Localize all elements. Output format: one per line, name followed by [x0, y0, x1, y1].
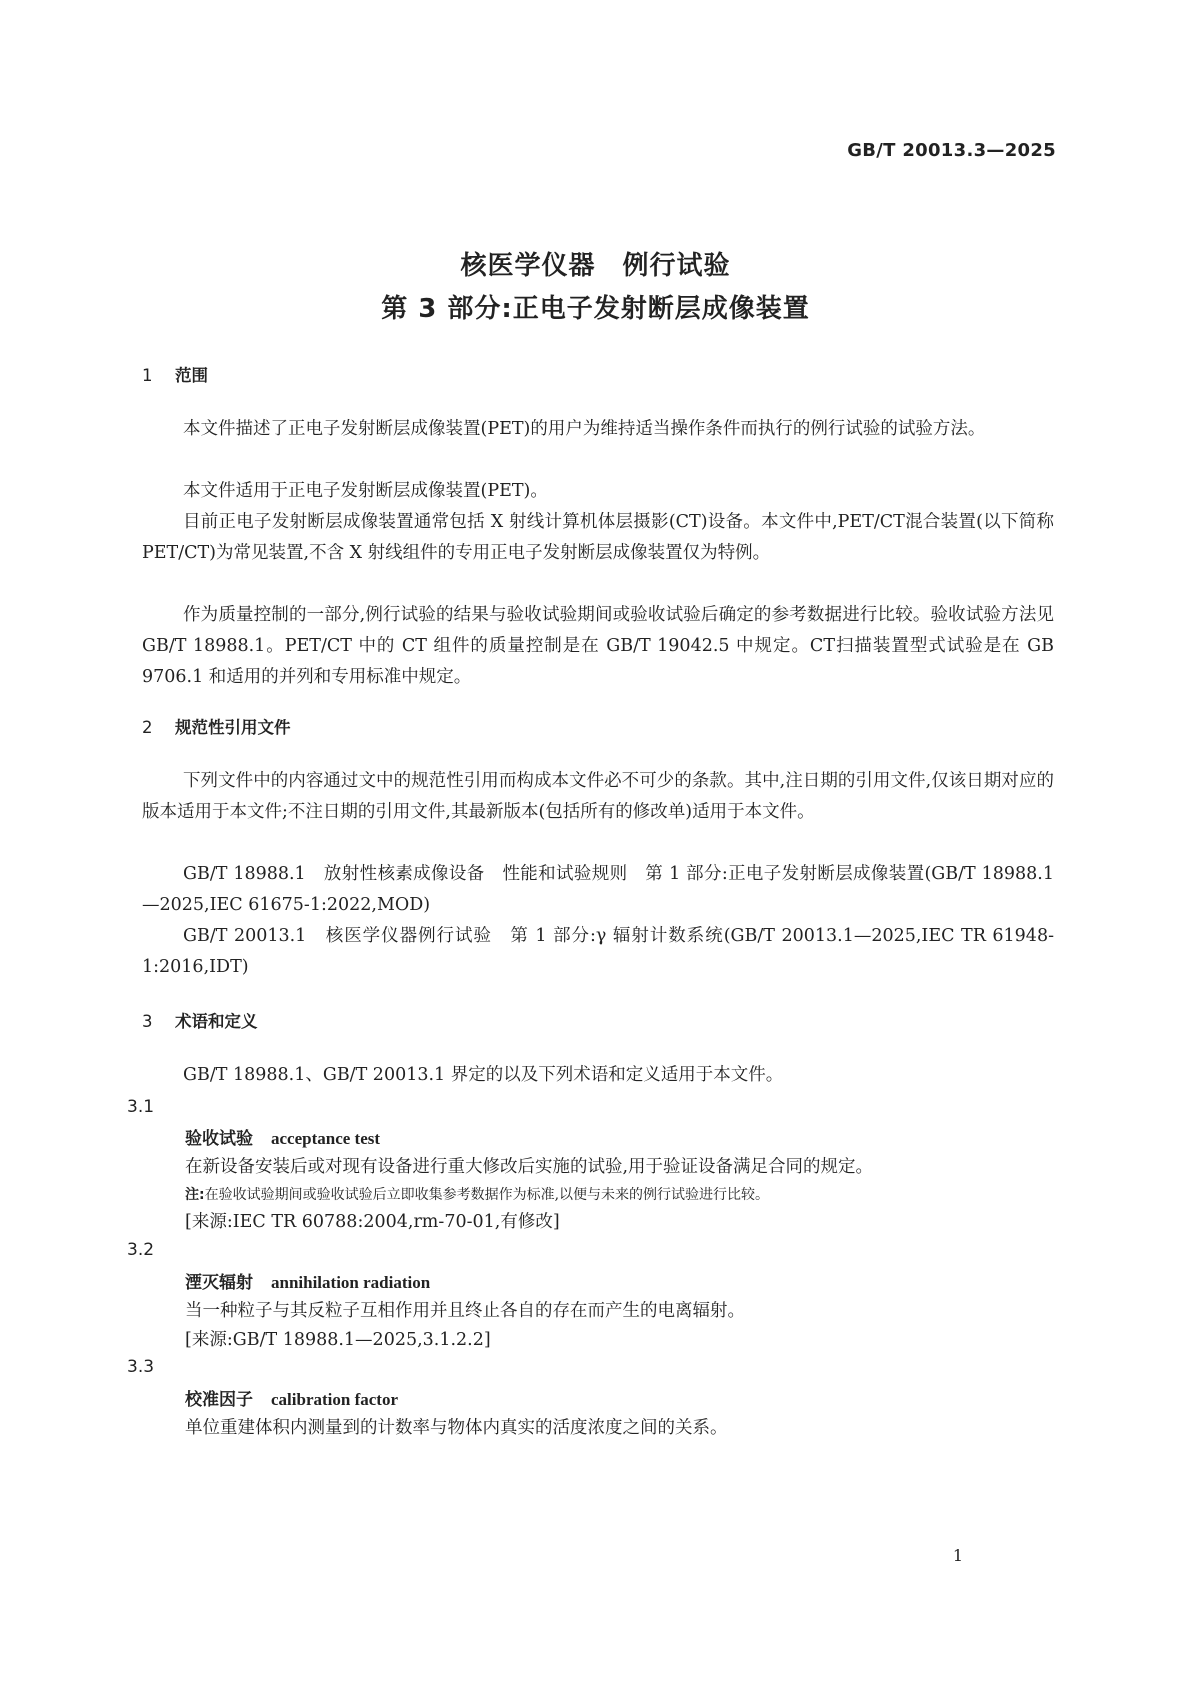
section-title: 规范性引用文件 — [175, 718, 291, 737]
term-entry — [185, 1124, 380, 1149]
term-definition: 在新设备安装后或对现有设备进行重大修改后实施的试验,用于验证设备满足合同的规定。 — [185, 1157, 874, 1177]
note-text: 在验收试验期间或验收试验后立即收集参考数据作为标准,以便与未来的例行试验进行比较。 — [204, 1187, 770, 1203]
normative-reference: GB/T 18988.1 放射性核素成像设备 性能和试验规则 第 1 部分:正电子发射断层成像装置(GB/T 18988.1—2025,IEC 61675-1:2022,MOD) — [142, 864, 1054, 915]
term-source: [来源:GB/T 18988.1—2025,3.1.2.2] — [185, 1330, 491, 1350]
section-number: 2 — [142, 718, 153, 737]
term-english: calibration factor — [271, 1390, 398, 1409]
section-number: 3 — [142, 1012, 153, 1031]
section-1-paragraph: 作为质量控制的一部分,例行试验的结果与验收试验期间或验收试验后确定的参考数据进行比较。验收试验方法见 GB/T 18988.1。PET/CT 中的 CT 组件的质量控制是在 GB/T 19042.5 中规定。CT扫描装置型式试验是在 GB 9706.1 和适用的并列和专用标准中规定。 — [142, 605, 1054, 687]
normative-reference: GB/T 20013.1 核医学仪器例行试验 第 1 部分:γ 辐射计数系统(GB/T 20013.1—2025,IEC TR 61948-1:2016,IDT) — [142, 926, 1054, 977]
term-english: annihilation radiation — [271, 1273, 431, 1292]
term-note — [185, 1184, 769, 1204]
section-3-intro: GB/T 18988.1、GB/T 20013.1 界定的以及下列术语和定义适用于本文件。 — [183, 1065, 784, 1085]
standard-number: GB/T 20013.3—2025 — [847, 140, 1056, 161]
section-title: 范围 — [175, 366, 208, 385]
section-1-heading — [142, 362, 208, 386]
section-1-paragraph: 本文件适用于正电子发射断层成像装置(PET)。 — [183, 481, 548, 501]
section-number: 1 — [142, 366, 153, 385]
section-1-paragraph: 目前正电子发射断层成像装置通常包括 X 射线计算机体层摄影(CT)设备。本文件中,PET/CT混合装置(以下简称 PET/CT)为常见装置,不含 X 射线组件的专用正电子发射断层成像装置仅为特例。 — [142, 512, 1054, 563]
title-line-1: 核医学仪器 例行试验 — [460, 251, 731, 281]
section-title: 术语和定义 — [175, 1012, 258, 1031]
term-chinese: 湮灭辐射 — [185, 1273, 253, 1293]
term-definition: 当一种粒子与其反粒子互相作用并且终止各自的存在而产生的电离辐射。 — [185, 1301, 745, 1321]
term-entry — [185, 1268, 430, 1293]
term-entry — [185, 1385, 398, 1410]
note-label: 注: — [185, 1187, 205, 1203]
term-chinese: 校准因子 — [185, 1390, 253, 1410]
clause-number: 3.2 — [127, 1240, 155, 1260]
term-source: [来源:IEC TR 60788:2004,rm-70-01,有修改] — [185, 1212, 560, 1232]
section-3-heading — [142, 1008, 258, 1032]
clause-number: 3.3 — [127, 1357, 155, 1377]
term-chinese: 验收试验 — [185, 1129, 253, 1149]
clause-number: 3.1 — [127, 1097, 155, 1117]
term-english: acceptance test — [271, 1129, 381, 1148]
section-1-paragraph: 本文件描述了正电子发射断层成像装置(PET)的用户为维持适当操作条件而执行的例行试验的试验方法。 — [183, 419, 986, 439]
title-line-2: 第 3 部分:正电子发射断层成像装置 — [381, 294, 810, 324]
section-2-heading — [142, 714, 291, 738]
page-number: 1 — [952, 1546, 963, 1565]
section-2-intro: 下列文件中的内容通过文中的规范性引用而构成本文件必不可少的条款。其中,注日期的引用文件,仅该日期对应的版本适用于本文件;不注日期的引用文件,其最新版本(包括所有的修改单)适用于本文件。 — [142, 771, 1054, 822]
term-definition: 单位重建体积内测量到的计数率与物体内真实的活度浓度之间的关系。 — [185, 1418, 728, 1438]
